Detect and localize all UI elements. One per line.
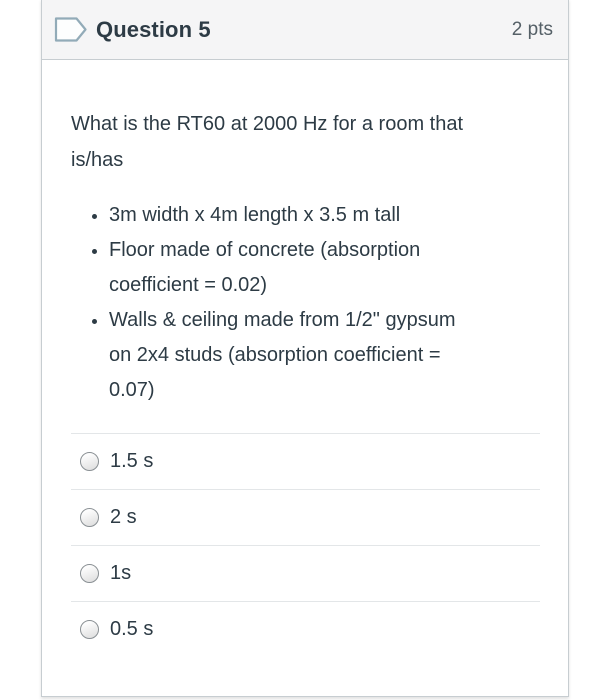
radio-button[interactable] bbox=[80, 508, 99, 527]
radio-button[interactable] bbox=[80, 620, 99, 639]
answer-label: 0.5 s bbox=[110, 618, 154, 640]
answer-label: 1s bbox=[110, 562, 132, 584]
answer-label: 1.5 s bbox=[110, 450, 154, 472]
question-points: 2 pts bbox=[511, 18, 553, 40]
question-detail-list bbox=[71, 198, 540, 408]
question-card bbox=[41, 0, 569, 697]
question-body bbox=[42, 60, 568, 657]
question-header bbox=[42, 0, 568, 60]
radio-button[interactable] bbox=[80, 452, 99, 471]
radio-button[interactable] bbox=[80, 564, 99, 583]
answer-option[interactable] bbox=[71, 601, 540, 657]
answer-option[interactable] bbox=[71, 545, 540, 601]
answer-option[interactable] bbox=[71, 433, 540, 489]
list-item: • Walls & ceiling made from 1/2" gypsum on 2x4 studs (absorption coefficient = 0.07) bbox=[109, 303, 474, 408]
question-prompt: What is the RT60 at 2000 Hz for a room that is/has bbox=[71, 113, 464, 171]
question-flag-icon bbox=[54, 16, 88, 43]
answer-option[interactable] bbox=[71, 489, 540, 545]
list-item: • Floor made of concrete (absorption coefficient = 0.02) bbox=[109, 233, 474, 303]
question-title: Question 5 bbox=[96, 16, 211, 42]
answer-label: 2 s bbox=[110, 506, 137, 528]
answer-list bbox=[71, 433, 540, 657]
list-item: • 3m width x 4m length x 3.5 m tall bbox=[109, 198, 474, 233]
